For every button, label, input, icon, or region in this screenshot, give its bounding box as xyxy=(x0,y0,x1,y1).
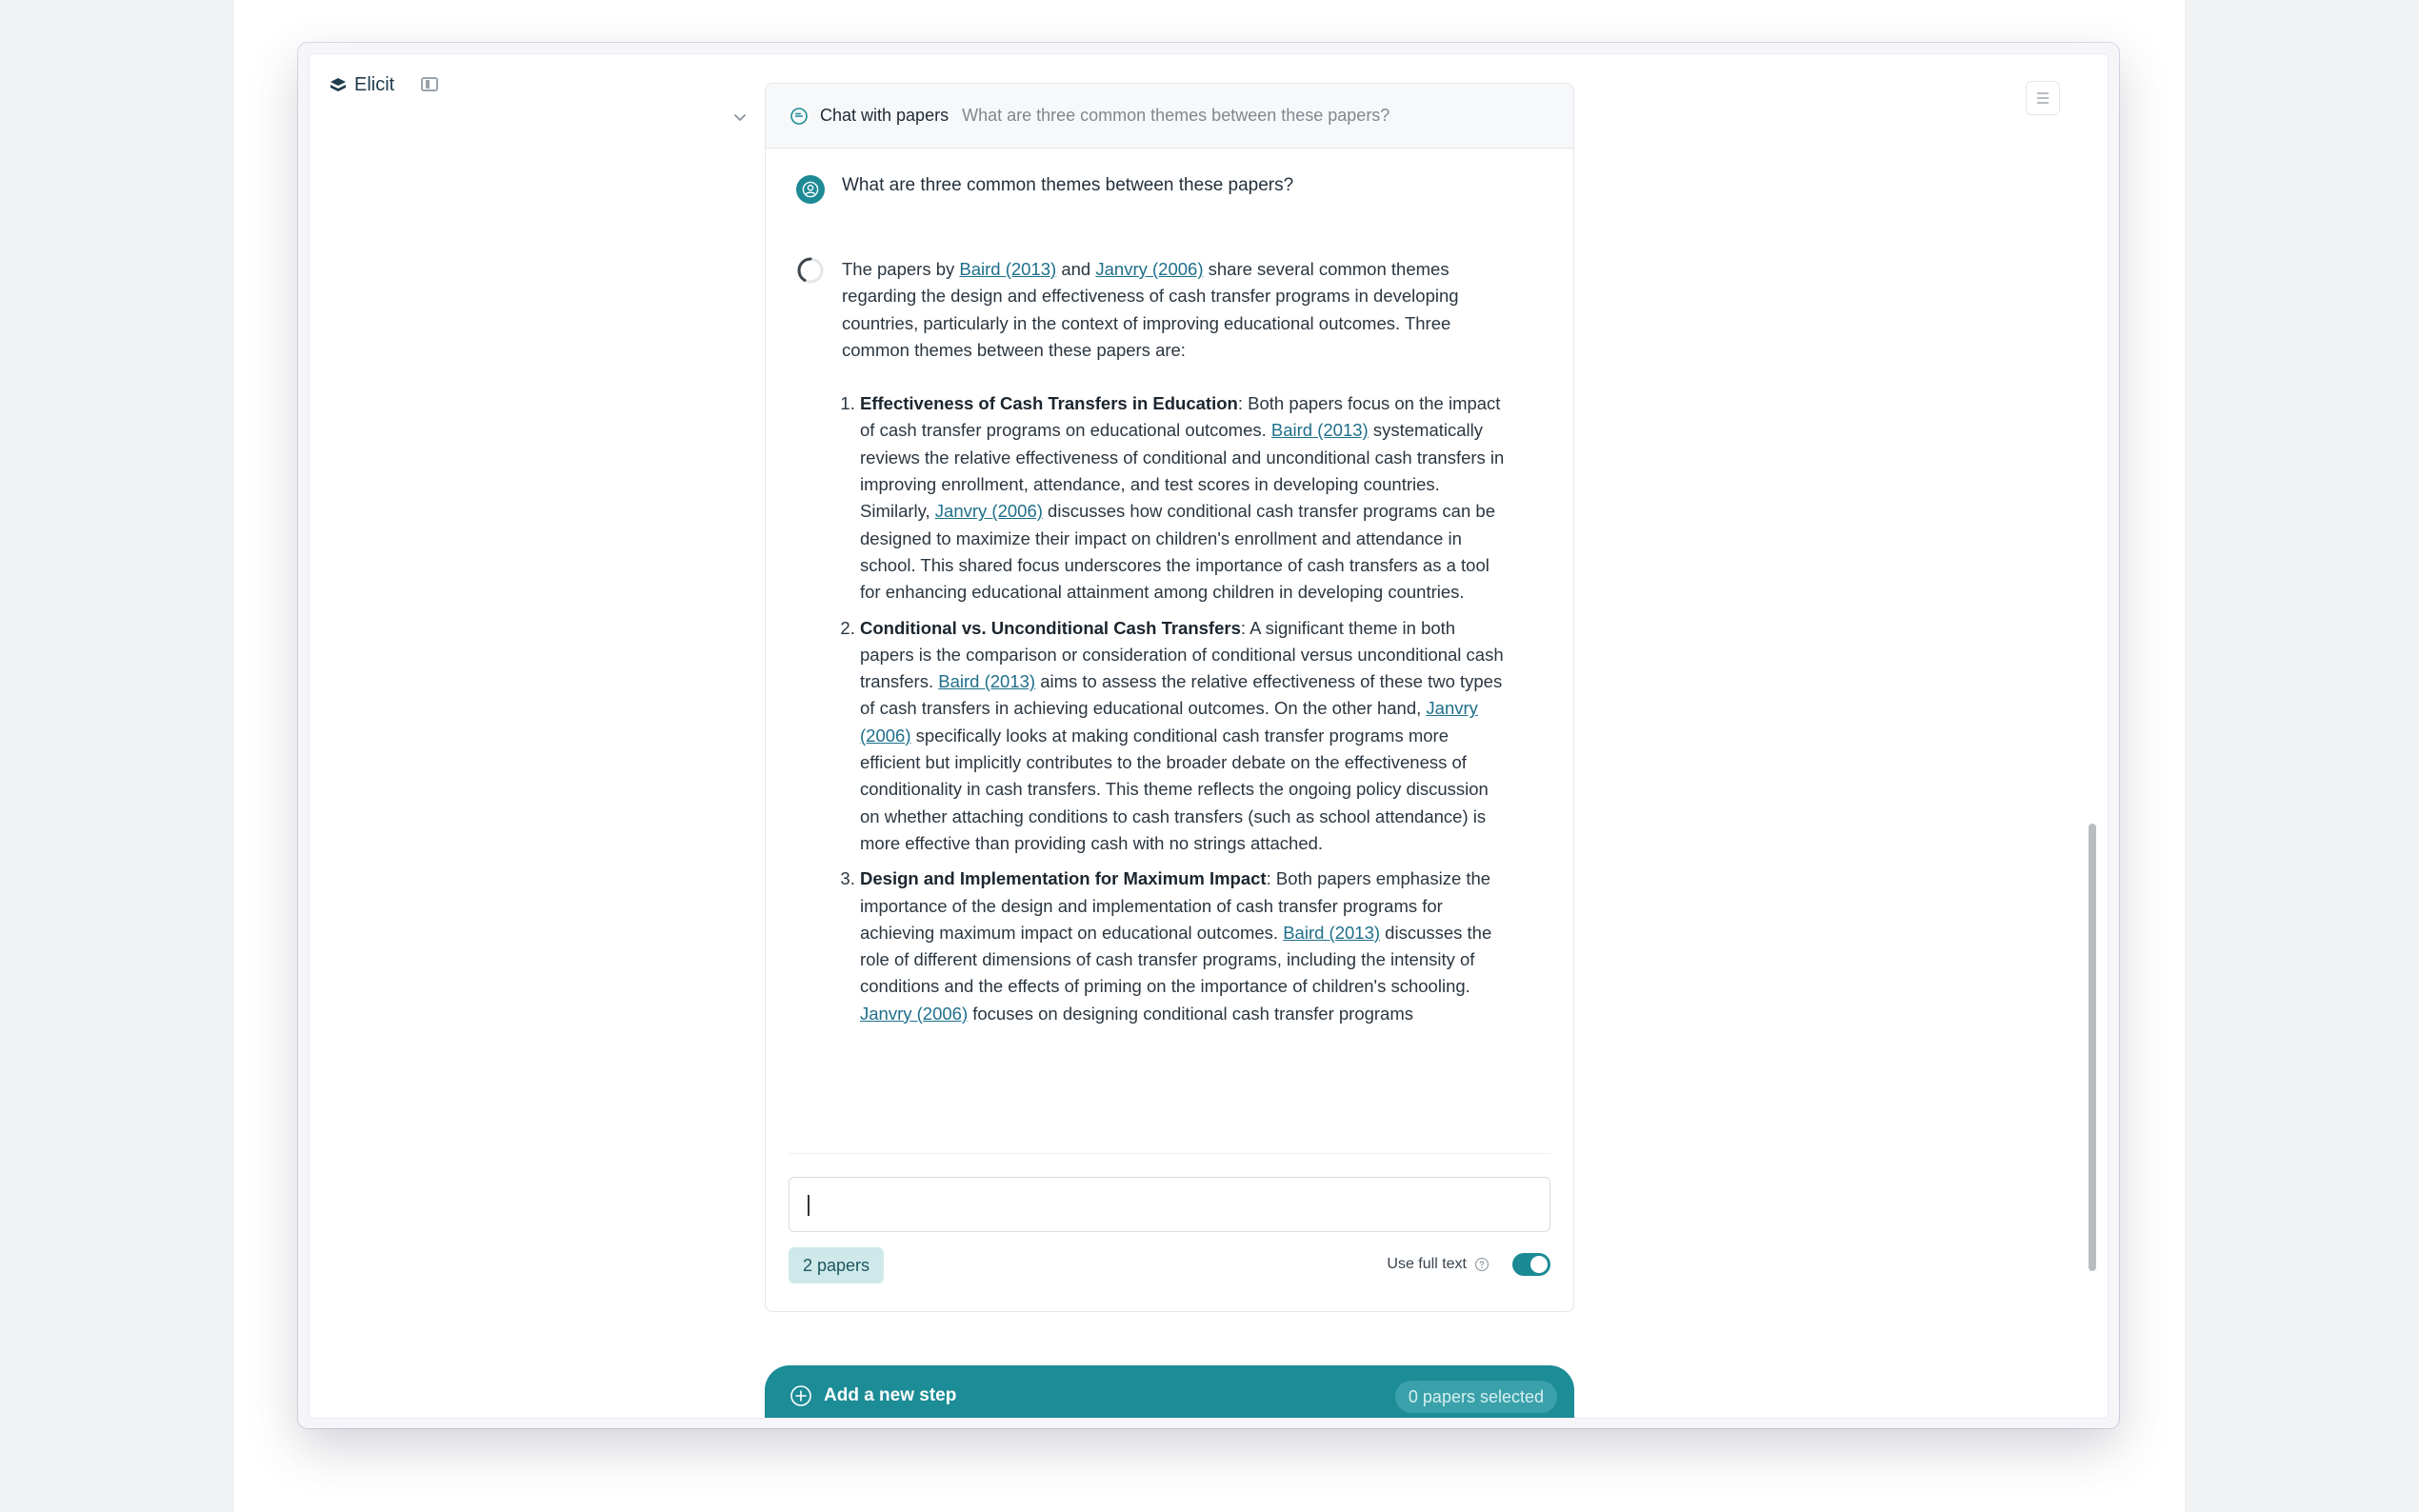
answer-intro: The papers by Baird (2013) and Janvry (2006) share several common themes regarding the design and effectiveness of cash transfer programs in developing countries, particularly in the context of improving educational outcomes. Three common themes between these papers are: xyxy=(842,259,1459,360)
scrollbar-thumb[interactable] xyxy=(2089,824,2096,1271)
spinner-icon xyxy=(796,256,825,285)
user-avatar xyxy=(796,175,825,204)
chat-input[interactable] xyxy=(789,1177,1550,1232)
list-item: 3. Design and Implementation for Maximum Impact: Both papers emphasize the importance of the design and implementation of cash transfer programs for achieving maximum impact on educational outcomes. Baird (2013) discusses the role of different dimensions of cash transfer programs, including the intensity of conditions and the effects of priming on the importance of children's schooling. Janvry (2006) focuses on designing conditional cash transfer programs xyxy=(860,865,1509,1027)
citation-link[interactable]: Baird (2013) xyxy=(959,259,1057,279)
sidebar-toggle-icon[interactable] xyxy=(421,77,438,91)
citation-link[interactable]: Janvry (2006) xyxy=(1095,259,1204,279)
user-question: What are three common themes between these papers? xyxy=(842,175,1294,195)
add-step-button[interactable] xyxy=(765,1365,1574,1419)
plus-circle-icon xyxy=(790,1384,812,1407)
citation-link[interactable]: Baird (2013) xyxy=(1283,922,1381,943)
papers-chip[interactable]: 2 papers xyxy=(789,1247,884,1283)
scrollbar[interactable] xyxy=(2089,54,2098,1418)
elicit-logo[interactable] xyxy=(330,74,394,96)
help-icon[interactable] xyxy=(1474,1257,1489,1272)
app-window xyxy=(298,43,2119,1428)
divider xyxy=(789,1153,1550,1154)
user-icon xyxy=(802,181,819,198)
theme-title: Effectiveness of Cash Transfers in Education xyxy=(860,393,1238,414)
list-item: 1. Effectiveness of Cash Transfers in Education: Both papers focus on the impact of cash transfer programs on educational outcomes. Baird (2013) systematically reviews the relative effectiveness of conditional and unconditional cash transfers in improving enrollment, attendance, and test scores in developing countries. Similarly, Janvry (2006) discusses how conditional cash transfer programs can be designed to maximize their impact on children's enrollment and attendance in school. This shared focus underscores the importance of cash transfers as a tool for enhancing educational attainment among children in developing countries. xyxy=(860,390,1509,606)
list-item: 2. Conditional vs. Unconditional Cash Transfers: A significant theme in both papers is the comparison or consideration of conditional versus unconditional cash transfers. Baird (2013) aims to assess the relative effectiveness of these two types of cash transfers in achieving educational outcomes. On the other hand, Janvry (2006) specifically looks at making conditional cash transfer programs more efficient but implicitly contributes to the broader debate on the effectiveness of conditionality in cash transfers. This theme reflects the ongoing policy discussion on whether attaching conditions to cash transfers (such as school attendance) is more effective than providing cash with no strings attached. xyxy=(860,615,1509,858)
use-full-text-control xyxy=(1387,1253,1550,1276)
citation-link[interactable]: Janvry (2006) xyxy=(934,501,1043,522)
use-full-text-toggle[interactable] xyxy=(1512,1253,1550,1276)
themes-list xyxy=(842,390,1509,1027)
theme-title: Design and Implementation for Maximum Impact xyxy=(860,868,1267,889)
menu-button[interactable] xyxy=(2026,81,2060,115)
app-name: Elicit xyxy=(354,74,395,95)
app-content xyxy=(309,53,2109,1419)
chat-title: Chat with papers xyxy=(820,106,950,125)
selected-papers-badge: 0 papers selected xyxy=(1395,1381,1557,1413)
add-step-label: Add a new step xyxy=(824,1385,957,1405)
citation-link[interactable]: Baird (2013) xyxy=(938,671,1036,692)
chevron-down-icon[interactable] xyxy=(731,109,749,126)
citation-link[interactable]: Baird (2013) xyxy=(1270,420,1369,441)
citation-link[interactable]: Janvry (2006) xyxy=(860,698,1478,746)
chat-bubble-icon xyxy=(790,107,809,126)
text-caret xyxy=(808,1195,810,1216)
chat-subtitle: What are three common themes between these papers? xyxy=(962,106,1390,125)
elicit-logo-icon xyxy=(330,77,347,94)
citation-link[interactable]: Janvry (2006) xyxy=(860,1003,969,1024)
menu-icon xyxy=(2037,92,2049,94)
use-full-text-label: Use full text xyxy=(1387,1256,1467,1272)
theme-title: Conditional vs. Unconditional Cash Transfers xyxy=(860,617,1241,638)
toggle-knob xyxy=(1530,1256,1548,1273)
assistant-answer xyxy=(842,256,1509,1036)
chat-header[interactable] xyxy=(766,84,1573,149)
user-message xyxy=(796,175,825,204)
chat-card xyxy=(765,83,1574,1312)
